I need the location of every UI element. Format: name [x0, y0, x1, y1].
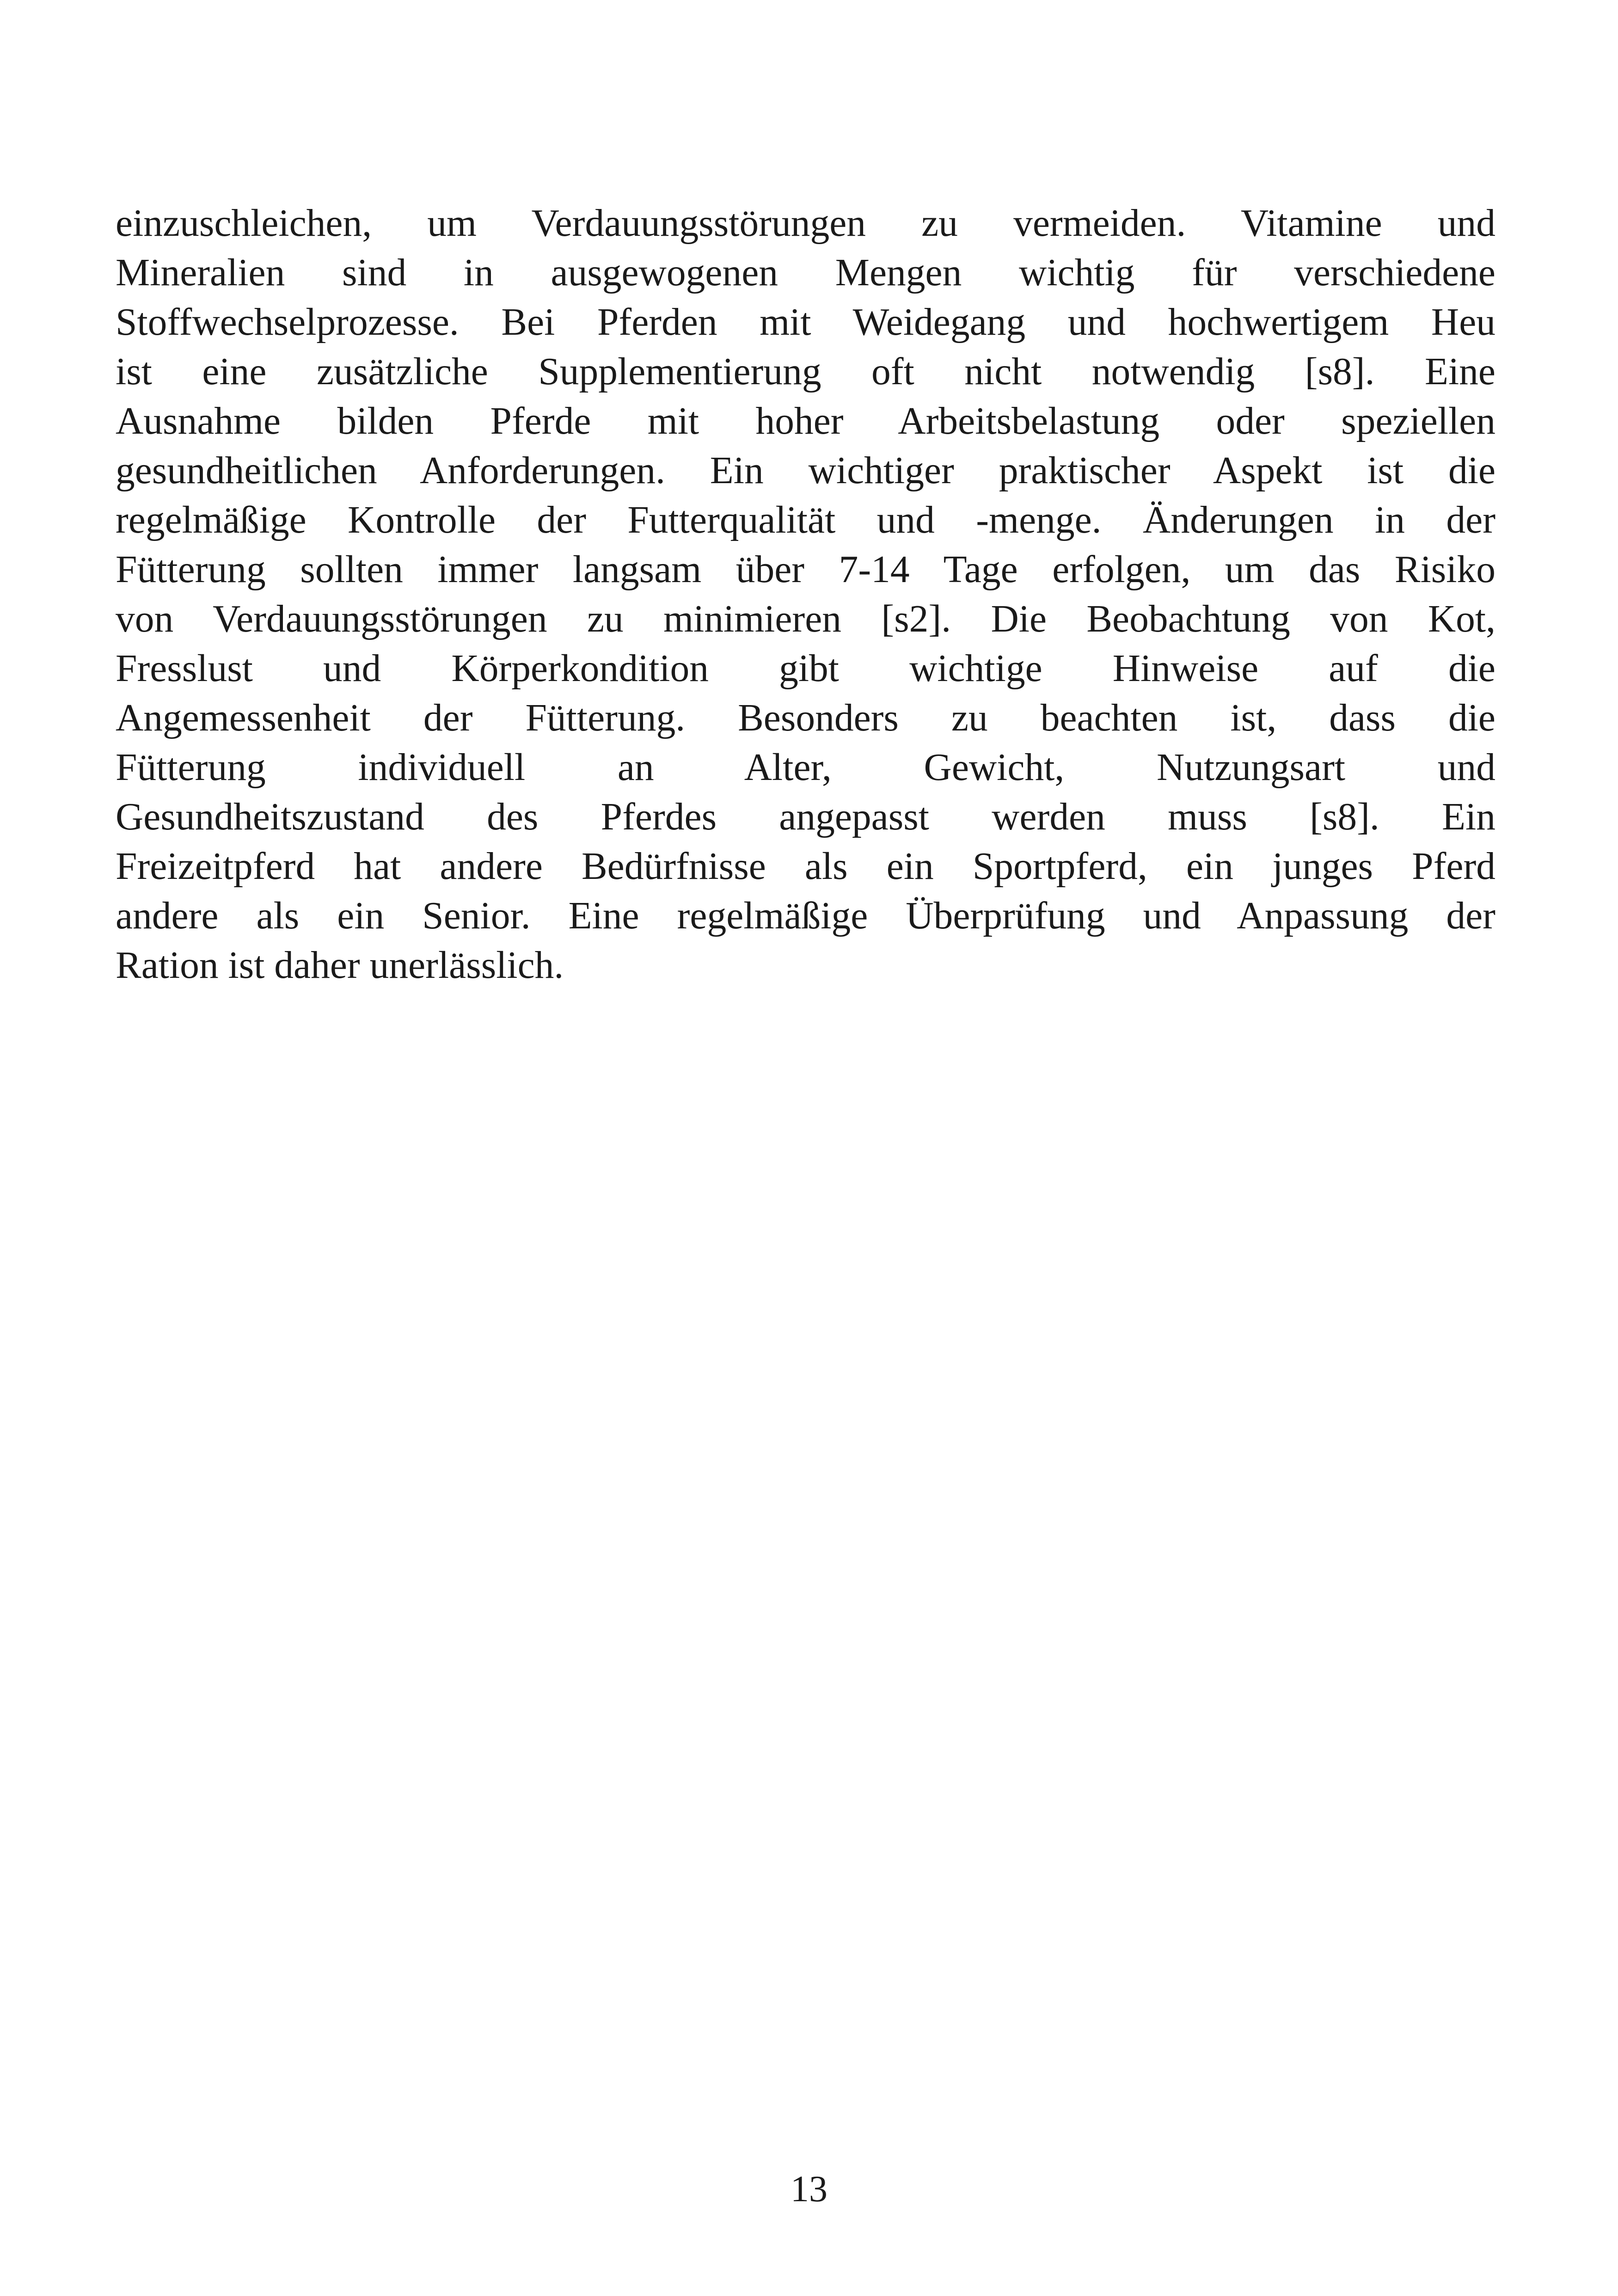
paragraph-line: gesundheitlichen Anforderungen. Ein wichtiger praktischer Aspekt ist die	[116, 449, 1495, 492]
paragraph-line: von Verdauungsstörungen zu minimieren [s2]. Die Beobachtung von Kot,	[116, 598, 1495, 640]
paragraph-line: Gesundheitszustand des Pferdes angepasst werden muss [s8]. Ein	[116, 796, 1495, 838]
paragraph-line: Fresslust und Körperkondition gibt wichtige Hinweise auf die	[116, 647, 1495, 690]
paragraph-line: Mineralien sind in ausgewogenen Mengen wichtig für verschiedene	[116, 252, 1495, 294]
paragraph-line: Ration ist daher unerlässlich.	[116, 944, 564, 987]
paragraph-line: Angemessenheit der Fütterung. Besonders zu beachten ist, dass die	[116, 697, 1495, 739]
paragraph-line: regelmäßige Kontrolle der Futterqualität und -menge. Änderungen in der	[116, 499, 1495, 541]
paragraph-line: Fütterung individuell an Alter, Gewicht, Nutzungsart und	[116, 746, 1495, 789]
paragraph-line: Ausnahme bilden Pferde mit hoher Arbeitsbelastung oder speziellen	[116, 400, 1495, 442]
body-paragraph	[116, 199, 1495, 990]
paragraph-line: Fütterung sollten immer langsam über 7-14 Tage erfolgen, um das Risiko	[116, 548, 1495, 591]
page-number: 13	[791, 2169, 827, 2210]
paragraph-line: ist eine zusätzliche Supplementierung oft nicht notwendig [s8]. Eine	[116, 350, 1495, 393]
paragraph-line: einzuschleichen, um Verdauungsstörungen zu vermeiden. Vitamine und	[116, 202, 1495, 245]
paragraph-line: andere als ein Senior. Eine regelmäßige Überprüfung und Anpassung der	[116, 895, 1495, 937]
paragraph-line: Freizeitpferd hat andere Bedürfnisse als ein Sportpferd, ein junges Pferd	[116, 845, 1495, 888]
paragraph-line: Stoffwechselprozesse. Bei Pferden mit Weidegang und hochwertigem Heu	[116, 301, 1495, 344]
